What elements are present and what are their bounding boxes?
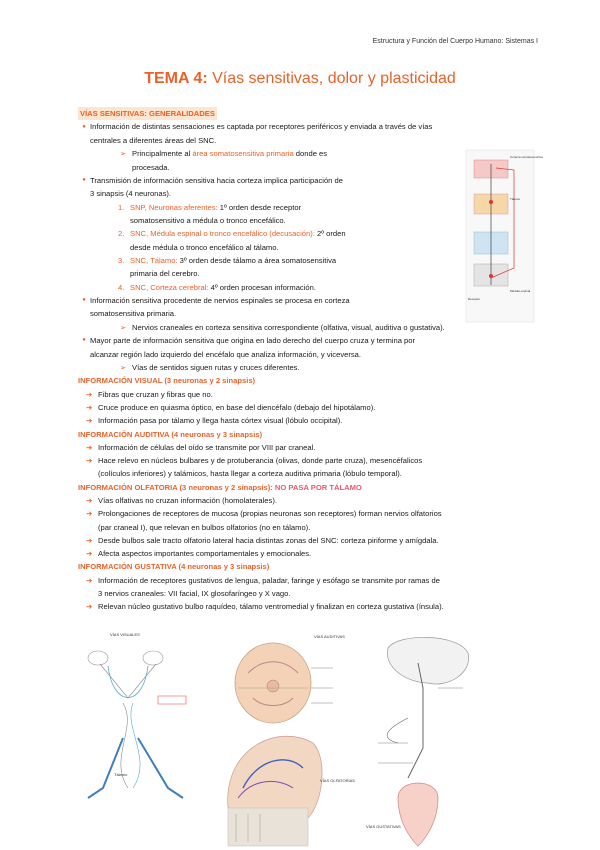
page-header: Estructura y Función del Cuerpo Humano: Sistemas I <box>372 38 538 45</box>
section-auditiva: INFORMACIÓN AUDITIVA (4 neuronas y 3 sinapsis) <box>78 429 263 439</box>
fig-label: Corteza somatosensitiva <box>510 155 543 159</box>
list-item: 3. SNC, Tálamo: 3º orden desde tálamo a área somatosensitiva <box>118 255 337 265</box>
arrow-icon: ➔ <box>86 442 93 452</box>
list-item: 4. SNC, Corteza cerebral: 4º orden procesan información. <box>118 282 316 292</box>
title-bold: TEMA 4: <box>144 70 208 87</box>
list-item: ● Información sensitiva procedente de nervios espinales se procesa en corteza <box>78 294 533 308</box>
arrow-icon: ➔ <box>86 549 93 559</box>
list-item: ➔ Cruce produce en quiasma óptico, en base del diencéfalo (debajo del hipotálamo). <box>78 401 533 414</box>
arrow-icon: ➔ <box>86 416 93 426</box>
list-item: ➔ Fibras que cruzan y fibras que no. <box>78 388 533 401</box>
list-item: ● Mayor parte de información sensitiva que origina en lado derecho del cuerpo cruza y termina por <box>78 334 533 348</box>
list-item: ● Transmisión de información sensitiva hacia corteza implica participación de <box>78 174 533 188</box>
list-item: 1. SNP, Neuronas aferentes: 1º orden desde receptor <box>118 202 302 212</box>
list-item: ➔ Vías olfativas no cruzan información (homolaterales). <box>78 494 533 507</box>
arrow-icon: ➔ <box>86 575 93 585</box>
list-item: ➔ Afecta aspectos importantes comportamentales y emocionales. <box>78 547 533 560</box>
arrow-icon: ➔ <box>86 509 93 519</box>
svg-text:VÍAS VISUALES: VÍAS VISUALES <box>110 632 140 637</box>
list-item: ➔ Desde bulbos sale tracto olfatorio lateral hacia distintas zonas del SNC: corteza piriforme y amígdala. <box>78 534 533 547</box>
list-item: ➔ Información de células del oído se transmite por VIII par craneal. <box>78 441 533 454</box>
list-item: 2. SNC, Médula espinal o tronco encefálico (decusación): 2º orden <box>118 229 346 239</box>
olfatoria-note: NO PASA POR TÁLAMO <box>274 482 362 492</box>
bullet-icon: ● <box>82 123 86 130</box>
section-gustativa: INFORMACIÓN GUSTATIVA (4 neuronas y 3 sinapsis) <box>78 562 270 572</box>
list-item: ➢ Vías de sentidos siguen rutas y cruces diferentes. <box>78 361 533 374</box>
arrow-icon: ➔ <box>86 535 93 545</box>
svg-text:Tálamo: Tálamo <box>114 772 128 777</box>
arrow-icon: ➢ <box>120 363 127 373</box>
arrow-icon: ➢ <box>120 149 127 159</box>
list-item: ● Información de distintas sensaciones es captada por receptores periféricos y enviada a través de vías <box>78 120 533 134</box>
arrow-icon: ➔ <box>86 389 93 399</box>
section-visual: INFORMACIÓN VISUAL (3 neuronas y 2 sinapsis) <box>78 376 256 386</box>
bullet-icon: ● <box>82 177 86 184</box>
page-title <box>0 70 600 88</box>
section-general: VÍAS SENSITIVAS: GENERALIDADES <box>78 107 217 120</box>
sensory-pathway-figure <box>466 150 543 322</box>
tongue <box>398 783 438 846</box>
visual-pathway-figure <box>88 632 186 798</box>
olfactory-pathway-figure <box>228 736 356 846</box>
bullet-icon: ● <box>82 297 86 304</box>
fig-label: Médula espinal <box>510 289 531 293</box>
svg-text:VÍAS GUSTATIVAS: VÍAS GUSTATIVAS <box>366 824 401 829</box>
arrow-icon: ➔ <box>86 495 93 505</box>
bullet-icon: ● <box>82 337 86 344</box>
arrow-icon: ➔ <box>86 402 93 412</box>
list-item: ➔ Prolongaciones de receptores de mucosa (propias neuronas son receptores) forman nervios olfatorios <box>78 507 533 520</box>
list-item: ➔ Relevan núcleo gustativo bulbo raquídeo, tálamo ventromedial y finalizan en corteza gustativa (ínsula). <box>78 600 533 613</box>
svg-text:VÍAS OLFATORIAS: VÍAS OLFATORIAS <box>320 778 355 783</box>
section-olfatoria: INFORMACIÓN OLFATORIA (3 neuronas y 2 sinapsis): <box>78 482 273 492</box>
list-item: ➢ Principalmente al área somatosensitiva primaria donde es <box>78 147 533 160</box>
list-item: ➔ Información de receptores gustativos de lengua, paladar, faringe y esófago se transmite por ramas de <box>78 574 533 587</box>
title-rest: Vías sensitivas, dolor y plasticidad <box>212 70 456 87</box>
svg-text:VÍAS AUDITIVAS: VÍAS AUDITIVAS <box>314 634 345 639</box>
arrow-icon: ➢ <box>120 322 127 332</box>
fig-label: Tálamo <box>510 197 521 201</box>
list-item: ➔ Hace relevo en núcleos bulbares y de protuberancia (olivas, donde parte cruza), mesencéfalicos <box>78 454 533 467</box>
list-item: ➢ Nervios craneales en corteza sensitiva correspondiente (olfativa, visual, auditiva o gustativa). <box>78 321 533 334</box>
arrow-icon: ➔ <box>86 456 93 466</box>
fig-label: Receptor <box>468 297 481 301</box>
notes-body: VÍAS SENSITIVAS: GENERALIDADES ● Información de distintas sensaciones es captada por receptores periféricos y enviada a través de vías centrales a diferentes áreas del SNC. ➢ Principalmente al área somatosensitiva primaria donde es procesada. ● Transmisión de información sensitiva hacia corteza implica participación de 3 sinapsis (4 neuronas). 1. SNP, Neuronas aferentes: 1º orden desde receptor somatosensitivo a médula o tronco encefálico. 2. SNC, Médula espinal o tronco encefálico (decusación): 2º orden desde médula o tronco encefálico al tálamo. 3. SNC, Tálamo: 3º orden desde tálamo a área somatosensitiva primaria del cerebro. 4. SNC, Corteza cerebral: 4º orden procesan información. ● Información sensitiva procedente de nervios espinales se procesa en corteza somatosensitiva primaria. ➢ Nervios craneales en corteza sensitiva correspondiente (olfativa, visual, auditiva o gustativa). ● Mayor parte de información sensitiva que origina en lado derecho del cuerpo cruza y termina por alcanzar región lado izquierdo del encéfalo que analiza información, y viceversa. ➢ Vías de sentidos siguen rutas y cruces diferentes. INFORMACIÓN VISUAL (3 neuronas y 2 sinapsis) ➔ Fibras que cruzan y fibras que no. ➔ Cruce produce en quiasma óptico, en base del diencéfalo (debajo del hipotálamo). ➔ Información pasa por tálamo y llega hasta córtex visual (lóbulo occipital). INFORMACIÓN AUDITIVA (4 neuronas y 3 sinapsis) ➔ Información de células del oído se transmite por VIII par craneal. ➔ Hace relevo en núcleos bulbares y de protuberancia (olivas, donde parte cruza), mesencéfalicos (colículos inferiores) y talámicos, hasta llegar a corteza auditiva primaria (lóbulo temporal). INFORMACIÓN OLFATORIA (3 neuronas y 2 sinapsis): NO PASA POR TÁLAMO ➔ Vías olfativas no cruzan información (homolaterales). ➔ Prolongaciones de receptores de mucosa (propias neuronas son receptores) forman nervios olfatorios (par craneal I), que relevan en bulbos olfatorios (no en tálamo). ➔ Desde bulbos sale tracto olfatorio lateral hacia distintas zonas del SNC: corteza piriforme y amígdala. ➔ Afecta aspectos importantes comportamentales y emocionales. INFORMACIÓN GUSTATIVA (4 neuronas y 3 sinapsis) ➔ Información de receptores gustativos de lengua, paladar, faringe y esófago se transmite por ramas de 3 nervios craneales: VII facial, IX glosofaríngeo y X vago. ➔ Relevan núcleo gustativo bulbo raquídeo, tálamo ventromedial y finalizan en corteza gustativa (ínsula). <box>78 107 533 614</box>
auditory-pathway-figure <box>235 634 345 723</box>
sensory-pathways-figure <box>78 628 536 850</box>
arrow-icon: ➔ <box>86 602 93 612</box>
list-item: ➔ Información pasa por tálamo y llega hasta córtex visual (lóbulo occipital). <box>78 414 533 427</box>
gustatory-pathway-figure <box>366 637 469 846</box>
